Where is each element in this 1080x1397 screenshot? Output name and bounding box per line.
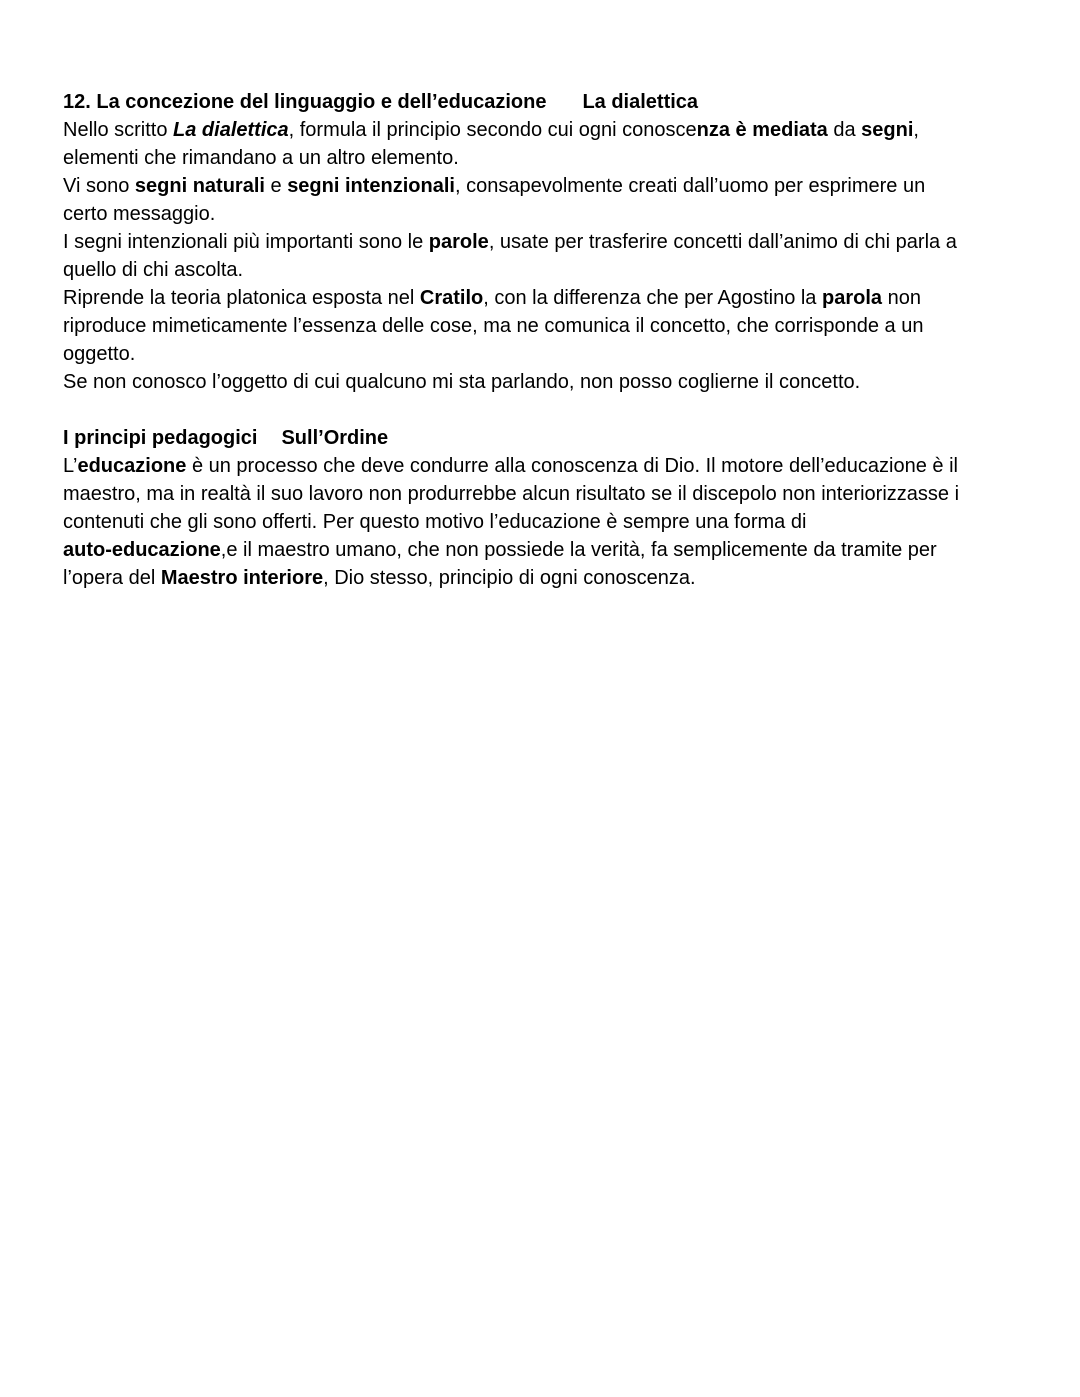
bold-term: auto-educazione bbox=[63, 539, 221, 561]
bold-term: educazione bbox=[77, 455, 187, 477]
paragraph-line: quello di chi ascolta. bbox=[63, 259, 244, 281]
paragraph-line: oggetto. bbox=[63, 343, 136, 365]
paragraph-line bbox=[63, 564, 1023, 592]
text-span: , usate per trasferire concetti dall’animo di chi parla a bbox=[488, 231, 957, 253]
bold-term: segni intenzionali bbox=[287, 175, 455, 197]
paragraph-line: Se non conosco l’oggetto di cui qualcuno mi sta parlando, non posso coglierne il concetto. bbox=[63, 371, 861, 393]
paragraph-line: contenuti che gli sono offerti. Per questo motivo l’educazione è sempre una forma di bbox=[63, 511, 807, 533]
text-span: ,e il maestro umano, che non possiede la verità, fa semplicemente da tramite per bbox=[220, 539, 937, 561]
section-pedagogia bbox=[63, 424, 1023, 592]
bold-term: Maestro interiore bbox=[160, 567, 324, 589]
bold-term: nza è mediata bbox=[696, 119, 828, 141]
heading-title: I principi pedagogici bbox=[63, 427, 258, 449]
bold-term: segni naturali bbox=[134, 175, 265, 197]
bold-term: Cratilo bbox=[419, 287, 484, 309]
text-span: l’opera del bbox=[63, 567, 161, 589]
bold-term: parola bbox=[822, 287, 883, 309]
heading-source: Sull’Ordine bbox=[281, 427, 389, 449]
text-span: I segni intenzionali più importanti sono le bbox=[63, 231, 429, 253]
paragraph-line: certo messaggio. bbox=[63, 203, 216, 225]
paragraph-line bbox=[63, 116, 1023, 144]
text-span: e bbox=[264, 175, 288, 197]
section-heading bbox=[63, 88, 1023, 116]
text-span: , Dio stesso, principio di ogni conoscenza. bbox=[323, 567, 696, 589]
paragraph-line: maestro, ma in realtà il suo lavoro non produrrebbe alcun risultato se il discepolo non interiorizzasse i bbox=[63, 483, 960, 505]
text-span: da bbox=[827, 119, 862, 141]
paragraph-line bbox=[63, 452, 1023, 480]
section-linguaggio bbox=[63, 88, 1023, 396]
paragraph-line bbox=[63, 536, 1023, 564]
text-span: Vi sono bbox=[63, 175, 135, 197]
text-span: , consapevolmente creati dall’uomo per esprimere un bbox=[454, 175, 926, 197]
paragraph-line bbox=[63, 228, 1023, 256]
text-span: Nello scritto bbox=[63, 119, 174, 141]
heading-title: 12. La concezione del linguaggio e dell’educazione bbox=[63, 91, 547, 113]
text-span: , con la differenza che per Agostino la bbox=[483, 287, 822, 309]
paragraph-line bbox=[63, 284, 1023, 312]
text-span: , formula il principio secondo cui ogni conosce bbox=[288, 119, 697, 141]
text-span: non bbox=[882, 287, 921, 309]
text-span: è un processo che deve condurre alla conoscenza di Dio. Il motore dell’educazione è il bbox=[186, 455, 958, 477]
paragraph-line: elementi che rimandano a un altro elemento. bbox=[63, 147, 459, 169]
work-title: La dialettica bbox=[173, 119, 289, 141]
heading-source: La dialettica bbox=[582, 91, 699, 113]
bold-term: parole bbox=[428, 231, 489, 253]
paragraph-line bbox=[63, 172, 1023, 200]
text-span: Riprende la teoria platonica esposta nel bbox=[63, 287, 420, 309]
section-heading bbox=[63, 424, 1023, 452]
bold-term: segni bbox=[861, 119, 914, 141]
paragraph-line: riproduce mimeticamente l’essenza delle cose, ma ne comunica il concetto, che corrisponde a un bbox=[63, 315, 924, 337]
text-span: L’ bbox=[63, 455, 78, 477]
document-page bbox=[63, 88, 1023, 620]
text-span: , bbox=[913, 119, 919, 141]
